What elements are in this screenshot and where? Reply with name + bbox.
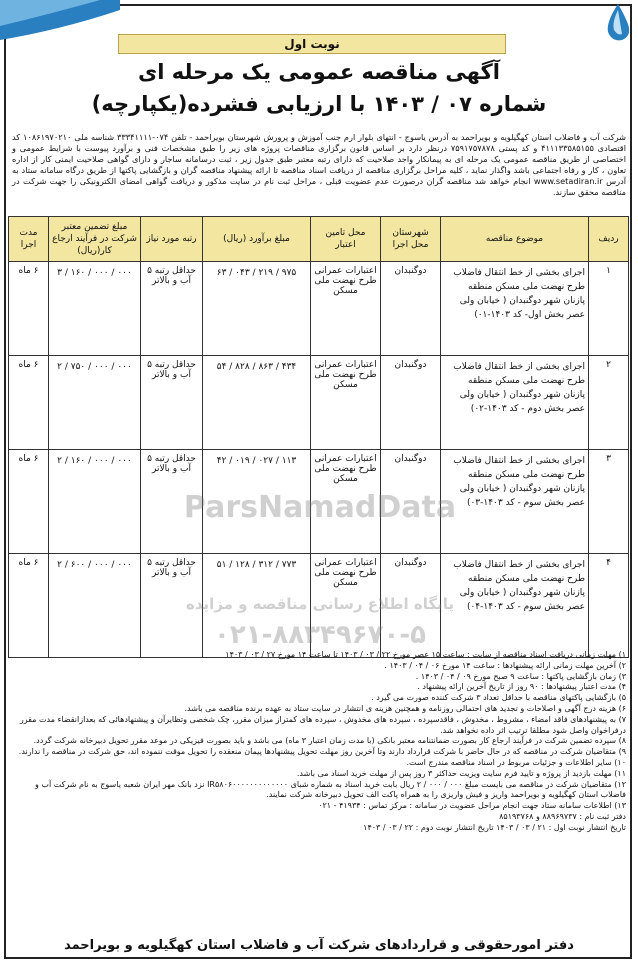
duration: ۶ ماه (9, 450, 49, 554)
city: دوگنبدان (381, 554, 441, 658)
row-number: ۲ (589, 356, 629, 450)
tender-subject: اجرای بخشی از خط انتقال فاضلاب طرح نهضت ملی مسکن منطقه پازنان شهر دوگنبدان ( خیابان ولی عصر بخش سوم - کد ۱۴۰۳-۰۳) (441, 450, 589, 554)
funding-source: اعتبارات عمرانی طرح نهضت ملی مسکن (311, 356, 381, 450)
table-row (9, 450, 629, 554)
col-header-funding: محل تامین اعتبار (311, 217, 381, 262)
note-item: ۷) به پیشنهادهای فاقد امضاء ، مشروط ، مخدوش ، فاقدسپرده ، سپرده های مخدوش ، سپرده های کمتراز میزان مقرر، چک شخصی وتظایرآن و پیشنهادهائی که بعدازانقضاء مدت مقرر درفراخوان واصل شود مطلقا ترتیب اثر داده نخواهد شد. (19, 714, 626, 735)
row-number: ۱ (589, 262, 629, 356)
watermark-phone: ۰۲۱-۸۸۳۴۹۶۷۰-۵ (213, 620, 426, 650)
col-header-guarantee: مبلغ تضمین معتبر شرکت در فرآیند ارجاع کار(ریال) (49, 217, 141, 262)
note-item: ۴) مدت اعتبار پیشنهادها : ۹۰ روز از تاریخ آخرین ارائه پیشنهاد . (417, 682, 626, 692)
col-header-grade: رتبه مورد نیاز (141, 217, 203, 262)
intro-paragraph: شرکت آب و فاضلاب استان کهگیلویه و بویراحمد به آدرس یاسوج - انتهای بلوار ارم جنب آموزش و پرورش شهرستان بویراحمد - تلفن ۰۷۴-۳۳۳۴۱۱۱۱ شناسه ملی ۱۰۸۶۱۹۷۰۲۱۰ کد اقتصادی ۴۱۱۱۳۳۵۸۵۱۵۵ و کد پستی ۷۵۹۱۷۵۷۸۷۸ درنظر دارد بر اساس قانون برگزاری مناقصات پروژه های زیر را طبق مشخصات فنی و برآورد پیوست با شرایط عمومی و اختصاصی از طریق مناقصه عمومی یک مرحله ای به پیمانکار واجد صلاحیت که دارای رتبه معتبر طبق جدول زیر ، ثبت درسامانه ساجار و دارای گواهی صلاحیت ایمنی کار از اداره تعاون ، کار و رفاه اجتماعی باشد واگذار نماید ، کلیه مراحل برگزاری مناقصه از دریافت اسناد مناقصه تا ارائه پیشنهاد مناقصه گران و بازگشایی پاکتها از طریق درگاه سامانه ستاد به آدرس www.setadiran.ir انجام خواهد شد مناقصه گران درصورت عدم عضویت قبلی ، مراحل ثبت نام در سایت مذکور و دریافت گواهی امضای الکترونیکی را جهت شرکت در مناقصه محقق سازند. (12, 132, 626, 197)
note-item: ۳) زمان بازگشایی پاکتها : ساعت ۹ صبح مورخ ۰۹ / ۰۴ / ۱۴۰۳ . (415, 671, 626, 681)
estimate-amount: ۴۳۴ / ۸۶۳ / ۸۲۸ / ۵۴ (203, 356, 311, 450)
required-grade: حداقل رتبه ۵ آب و بالاتر (141, 450, 203, 554)
watermark-brand: ParsNamadData (183, 490, 457, 525)
table-row (9, 356, 629, 450)
table-row (9, 262, 629, 356)
estimate-amount: ۱۱۳ / ۰۲۷ / ۰۱۹ / ۴۲ (203, 450, 311, 554)
note-item: ۱۲) متقاضیان شرکت در مناقصه می بایست مبلغ ۰۰۰ / ۰۰۰ / ۲ ریال بابت خرید اسناد به شماره شبای IR۵۸۰۶۰۰۰۰۰۰۰۰۰۰۰۰۰ نزد بانک مهر ایران شعبه یاسوج به نام شرکت آب و فاضلاب استان کهگیلویه و بویراحمد واریز و فیش واریزی را به همراه پاکت الف تحویل دبیرخانه شرکت نمایند. (35, 779, 626, 800)
required-grade: حداقل رتبه ۵ آب و بالاتر (141, 356, 203, 450)
estimate-amount: ۹۷۵ / ۲۱۹ / ۰۴۳ / ۶۳ (203, 262, 311, 356)
col-header-duration: مدت اجرا (9, 217, 49, 262)
funding-source: اعتبارات عمرانی طرح نهضت ملی مسکن (311, 450, 381, 554)
funding-source: اعتبارات عمرانی طرح نهضت ملی مسکن (311, 554, 381, 658)
note-item: دفتر ثبت نام : ۸۸۹۶۹۷۳۷ و ۸۵۱۹۳۷۶۸ (499, 811, 626, 821)
duration: ۶ ماه (9, 554, 49, 658)
tender-table (8, 216, 629, 658)
note-item: ۵) بازگشایی پاکتهای مناقصه با حداقل تعداد ۳ شرکت کننده صورت می گیرد . (371, 693, 626, 703)
guarantee-amount: ۰۰۰ / ۰۰۰ / ۱۶۰ / ۲ (49, 450, 141, 554)
guarantee-amount: ۰۰۰ / ۰۰۰ / ۱۶۰ / ۳ (49, 262, 141, 356)
duration: ۶ ماه (9, 262, 49, 356)
required-grade: حداقل رتبه ۵ آب و بالاتر (141, 262, 203, 356)
row-number: ۴ (589, 554, 629, 658)
tender-notes (12, 650, 626, 834)
col-header-subject: موضوع مناقصه (441, 217, 589, 262)
tender-subject: اجرای بخشی از خط انتقال فاضلاب طرح نهضت ملی مسکن منطقه پازنان شهر دوگنبدان ( خیابان ولی عصر بخش اول- کد ۱۴۰۳-۰۱) (441, 262, 589, 356)
note-item: ۲) آخرین مهلت زمانی ارائه پیشنهادها : ساعت ۱۴ مورخ ۰۶ / ۰۴ / ۱۴۰۳ . (384, 660, 626, 670)
ad-title: آگهی مناقصه عمومی یک مرحله ای (138, 60, 500, 84)
city: دوگنبدان (381, 450, 441, 554)
first-publication-badge: نوبت اول (118, 34, 506, 54)
note-item: ۱۰) سایر اطلاعات و جزئیات مربوط در اسناد مناقصه مندرج است. (406, 757, 626, 767)
estimate-amount: ۷۷۳ / ۳۱۲ / ۱۲۸ / ۵۱ (203, 554, 311, 658)
required-grade: حداقل رتبه ۵ آب و بالاتر (141, 554, 203, 658)
note-item: ۶) هزینه درج آگهی و اصلاحات و تجدید های احتمالی روزنامه و همچنین هزینه ی انتشار در سایت ستاد به عهده برنده مناقصه می باشد. (184, 703, 626, 713)
issuer-footer: دفتر امورحقوقی و قراردادهای شرکت آب و فاضلاب استان کهگیلویه و بویراحمد (64, 938, 574, 953)
duration: ۶ ماه (9, 356, 49, 450)
ad-number-title: شماره ۰۷ / ۱۴۰۳ با ارزیابی فشرده(یکپارچه) (91, 92, 547, 116)
col-header-row-no: ردیف (589, 217, 629, 262)
table-header-row (9, 217, 629, 262)
watermark-tagline: پایگاه اطلاع رسانی مناقصه و مزایده (186, 595, 454, 613)
city: دوگنبدان (381, 356, 441, 450)
note-item: ۸) سپرده تضمین شرکت در فرآیند ارجاع کار بصورت ضمانتنامه معتبر بانکی (با مدت زمان اعتبار ۳ ماه) می باشد و باید بصورت فیزیکی در موعد مقرر تحویل دبیرخانه شرکت گردد. (33, 736, 626, 746)
note-item: ۱۱) مهلت بازدید از پروژه و تایید فرم سایت ویزیت حداکثر ۳ روز پس از مهلت خرید اسناد می باشد. (296, 768, 626, 778)
row-number: ۳ (589, 450, 629, 554)
note-item: ۱۳) اطلاعات سامانه ستاد جهت انجام مراحل عضویت در سامانه : مرکز تماس : ۴۱۹۳۴ - ۰۲۱ (318, 801, 626, 811)
funding-source: اعتبارات عمرانی طرح نهضت ملی مسکن (311, 262, 381, 356)
note-item: ۱) مهلت زمانی دریافت اسناد مناقصه از سایت : ساعت ۱۵ عصر مورخ ۲۲ / ۰۳ / ۱۴۰۳ تا ساعت ۱۴ مورخ ۲۷ / ۰۳ / ۱۴۰۳ (225, 650, 626, 659)
guarantee-amount: ۰۰۰ / ۰۰۰ / ۶۰۰ / ۲ (49, 554, 141, 658)
guarantee-amount: ۰۰۰ / ۰۰۰ / ۷۵۰ / ۲ (49, 356, 141, 450)
tender-subject: اجرای بخشی از خط انتقال فاضلاب طرح نهضت ملی مسکن منطقه پازنان شهر دوگنبدان ( خیابان ولی عصر بخش سوم - کد ۱۴۰۳-۰۴) (441, 554, 589, 658)
col-header-city: شهرستان محل اجرا (381, 217, 441, 262)
water-drop-icon (578, 0, 638, 48)
publication-dates: تاریخ انتشار نوبت اول : ۲۱ / ۰۳ / ۱۴۰۳ تاریخ انتشار نوبت دوم : ۲۲ / ۰۳ / ۱۴۰۳ (363, 822, 626, 832)
city: دوگنبدان (381, 262, 441, 356)
note-item: ۹) متقاضیان شرکت در مناقصه که در حال حاضر با شرکت قرارداد دارند وتا آخرین روز مهلت تحویل پیشنهادها پیمان منعقده را تحویل موقت ننموده اند، حق شرکت در مناقصه را ندارند. (18, 747, 626, 757)
tender-subject: اجرای بخشی از خط انتقال فاضلاب طرح نهضت ملی مسکن منطقه پازنان شهر دوگنبدان ( خیابان ولی عصر بخش دوم - کد ۱۴۰۳-۰۲) (441, 356, 589, 450)
water-company-logo-left (0, 0, 120, 42)
table-row (9, 554, 629, 658)
col-header-estimate: مبلغ برآورد (ریال) (203, 217, 311, 262)
